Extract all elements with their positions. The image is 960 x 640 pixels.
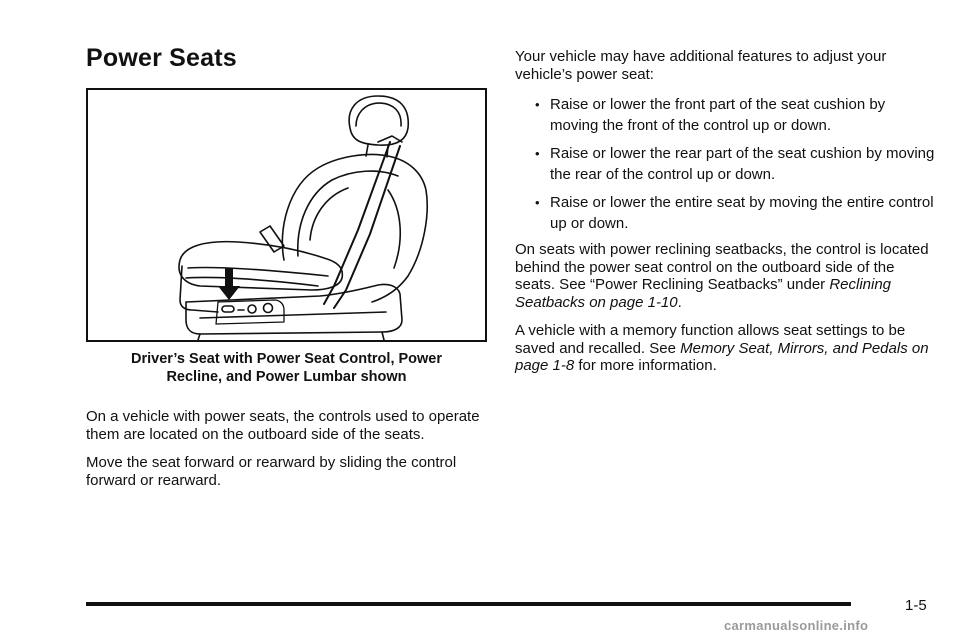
paragraph-power-recline: On seats with power reclining seatbacks, the control is located behind the power seat control on the outboard side of the seats. See “Power Reclining Seatbacks” under Reclining Seatbacks on page 1-10. — [515, 241, 929, 311]
list-item: • Raise or lower the rear part of the seat cushion by moving the rear of the control up or down. — [535, 145, 935, 183]
page-title: Power Seats — [86, 44, 237, 72]
feature-list — [515, 94, 935, 234]
left-column — [86, 408, 496, 500]
bullet-icon: • — [535, 195, 540, 210]
figure-caption — [86, 350, 487, 386]
footer-rule — [86, 602, 851, 606]
power-seat-illustration-icon — [88, 90, 485, 340]
paragraph-forward-rearward: Move the seat forward or rearward by sliding the control forward or rearward. — [86, 454, 457, 489]
paragraph-memory-function: A vehicle with a memory function allows seat settings to be saved and recalled. See Memory Seat, Mirrors, and Pedals on page 1-8 for more information. — [515, 322, 929, 374]
watermark: carmanualsonline.info — [724, 618, 869, 633]
paragraph-power-seat-location: On a vehicle with power seats, the controls used to operate them are located on the outboard side of the seats. — [86, 408, 480, 443]
list-item: • Raise or lower the entire seat by moving the entire control up or down. — [535, 194, 934, 232]
list-item: • Raise or lower the front part of the seat cushion by moving the front of the control up or down. — [535, 96, 886, 134]
right-column — [515, 48, 935, 386]
page-number: 1-5 — [905, 597, 927, 614]
caption-line-1: Driver’s Seat with Power Seat Control, Power — [130, 351, 443, 367]
paragraph-additional-features: Your vehicle may have additional features to adjust your vehicle’s power seat: — [515, 48, 887, 83]
bullet-icon: • — [535, 146, 540, 161]
caption-line-2: Recline, and Power Lumbar shown — [166, 369, 407, 385]
memory-seat-reference: Memory Seat, Mirrors, and Pedals on page 1-8 — [515, 339, 929, 374]
reclining-seatbacks-reference: Reclining Seatbacks on page 1-10 — [515, 276, 892, 311]
bullet-icon: • — [535, 97, 540, 112]
seat-figure — [86, 88, 487, 342]
